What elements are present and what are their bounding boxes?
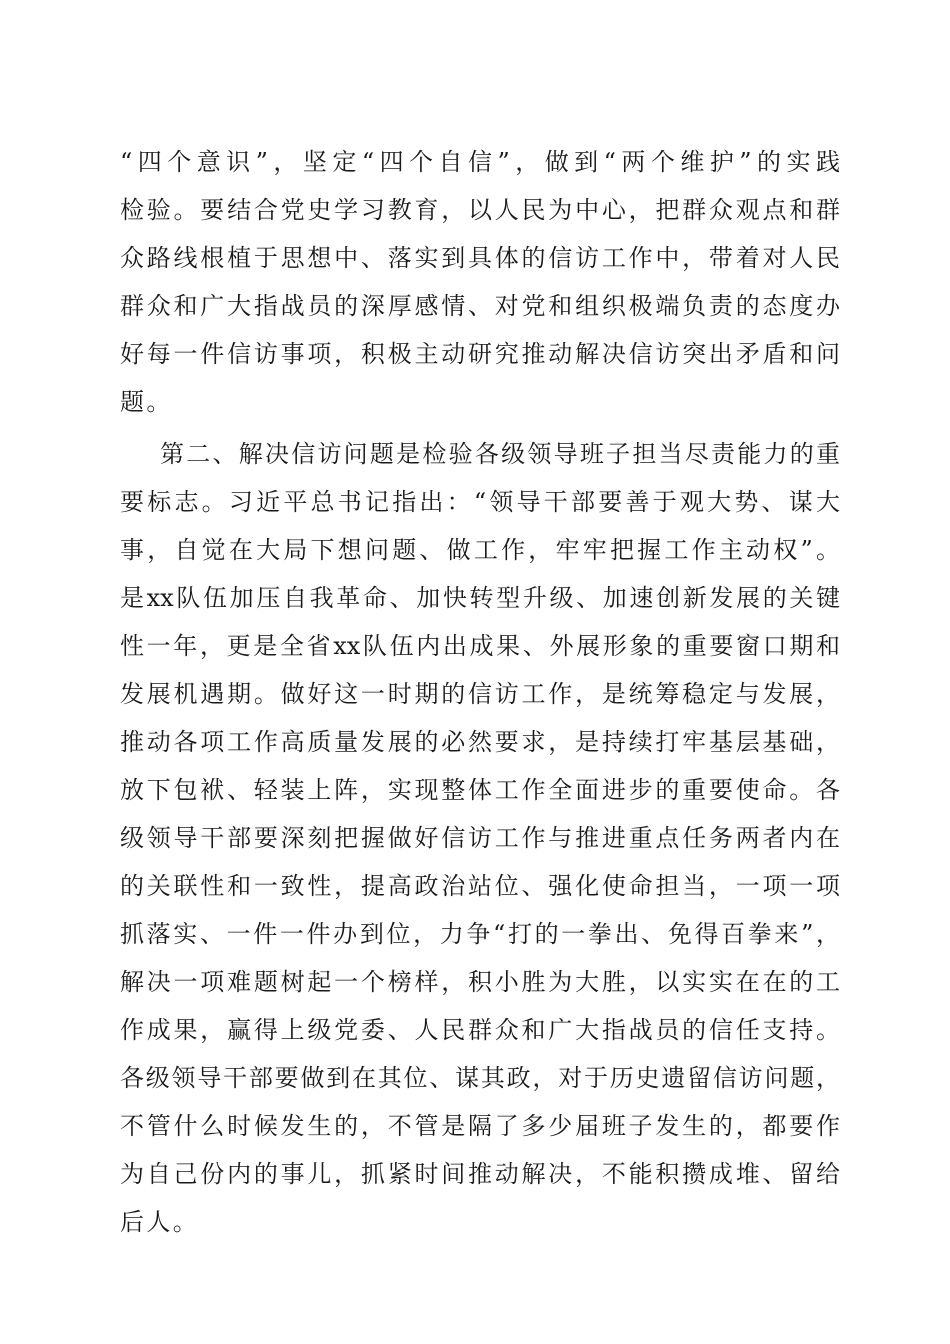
paragraph-line: 发展机遇期。做好这一时期的信访工作，是统筹稳定与发展，	[120, 680, 840, 708]
paragraph-line: 解决一项难题树起一个榜样，积小胜为大胜，以实实在在的工	[120, 968, 840, 996]
paragraph-line: 检验。要结合党史学习教育，以人民为中心，把群众观点和群	[120, 196, 840, 224]
paragraph-line: 好每一件信访事项，积极主动研究推动解决信访突出矛盾和问	[120, 340, 840, 368]
paragraph-line: 为自己份内的事儿，抓紧时间推动解决，不能积攒成堆、留给	[120, 1160, 840, 1188]
paragraph-line: 各级领导干部要做到在其位、谋其政，对于历史遗留信访问题，	[120, 1064, 840, 1092]
paragraph-line: 的关联性和一致性，提高政治站位、强化使命担当，一项一项	[120, 872, 840, 900]
paragraph-line: 后人。	[120, 1208, 200, 1236]
paragraph-line: 放下包袱、轻装上阵，实现整体工作全面进步的重要使命。各	[120, 776, 840, 804]
paragraph-line: 级领导干部要深刻把握做好信访工作与推进重点任务两者内在	[120, 824, 840, 852]
paragraph-line: 作成果，赢得上级党委、人民群众和广大指战员的信任支持。	[120, 1016, 840, 1044]
paragraph-line: 不管什么时候发生的，不管是隔了多少届班子发生的，都要作	[120, 1112, 840, 1140]
paragraph-line: 抓落实、一件一件办到位，力争“打的一拳出、免得百拳来”，	[120, 920, 840, 948]
paragraph-line: 要标志。习近平总书记指出：“领导干部要善于观大势、谋大	[120, 488, 840, 516]
paragraph-line: 是xx队伍加压自我革命、加快转型升级、加速创新发展的关键	[120, 584, 840, 612]
paragraph-line: 众路线根植于思想中、落实到具体的信访工作中，带着对人民	[120, 244, 840, 272]
paragraph-line: 群众和广大指战员的深厚感情、对党和组织极端负责的态度办	[120, 292, 840, 320]
paragraph-line: “四个意识”，坚定“四个自信”，做到“两个维护”的实践	[120, 148, 840, 176]
paragraph-line: 推动各项工作高质量发展的必然要求，是持续打牢基层基础，	[120, 728, 840, 756]
paragraph-line: 性一年，更是全省xx队伍内出成果、外展形象的重要窗口期和	[120, 632, 840, 660]
paragraph-line: 题。	[120, 388, 173, 416]
paragraph-line: 第二、解决信访问题是检验各级领导班子担当尽责能力的重	[160, 440, 840, 468]
paragraph-line: 事，自觉在大局下想问题、做工作，牢牢把握工作主动权”。	[120, 536, 840, 564]
